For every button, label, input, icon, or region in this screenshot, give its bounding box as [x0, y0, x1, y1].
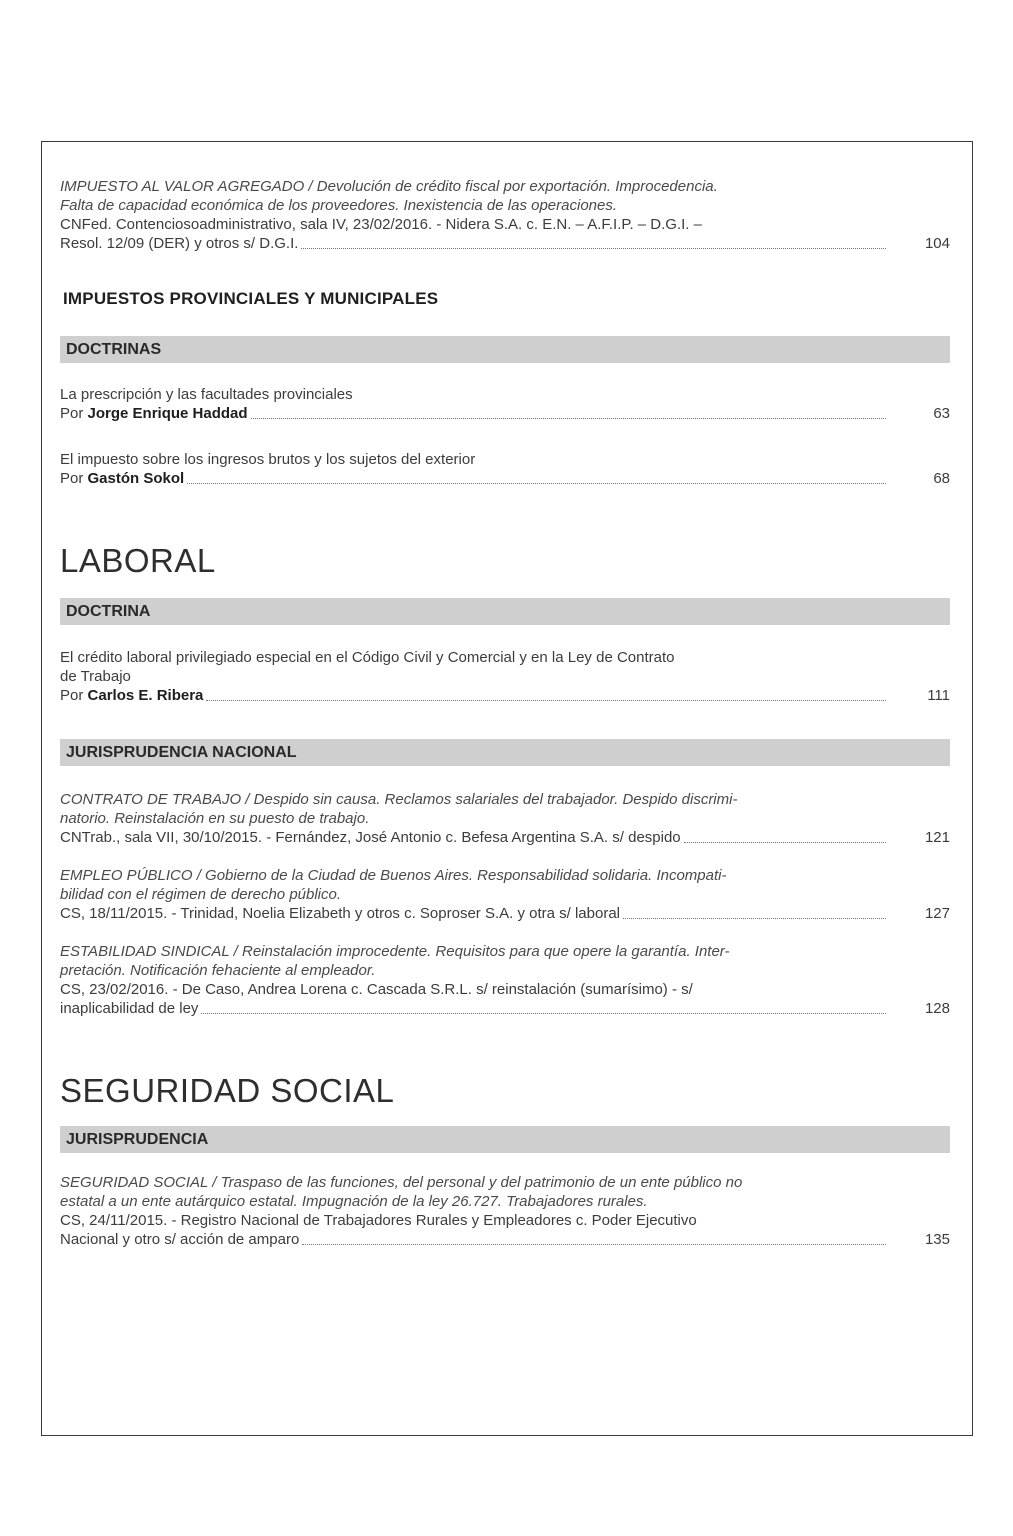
section-heading-impuestos-provinciales: IMPUESTOS PROVINCIALES Y MUNICIPALES [63, 289, 439, 308]
toc-entry-contrato-trabajo [60, 790, 950, 847]
band-doctrinas: DOCTRINAS [60, 336, 950, 363]
entry-title: La prescripción y las facultades provinciales [60, 386, 353, 403]
entry-citation-line-2: Nacional y otro s/ acción de amparo [60, 1231, 300, 1248]
entry-author-leader [60, 686, 950, 705]
page-number: 128 [924, 1000, 950, 1017]
page-number: 127 [924, 905, 950, 922]
dot-leader [684, 842, 886, 843]
author-name: Gastón Sokol [87, 470, 185, 487]
entry-summary-line-1: / Traspaso de las funciones, del personal y del patrimonio de un ente público no [208, 1174, 743, 1191]
band-doctrina: DOCTRINA [60, 598, 950, 625]
page-number: 104 [924, 235, 950, 252]
entry-title-line-1: El crédito laboral privilegiado especial en el Código Civil y Comercial y en la Ley de Contrato [60, 649, 675, 666]
toc-entry-estabilidad-sindical [60, 942, 950, 1018]
dot-leader [206, 700, 886, 701]
entry-citation-leader [60, 828, 950, 847]
section-title-seguridad-social: SEGURIDAD SOCIAL [60, 1072, 395, 1109]
entry-citation-leader [60, 234, 950, 253]
entry-citation-line-2: Resol. 12/09 (DER) y otros s/ D.G.I. [60, 235, 299, 252]
page-number: 63 [933, 405, 950, 422]
entry-topic: CONTRATO DE TRABAJO [60, 791, 242, 808]
entry-topic: ESTABILIDAD SINDICAL [60, 943, 230, 960]
toc-entry-seguridad-social [60, 1173, 950, 1249]
entry-summary [60, 177, 950, 196]
entry-author-leader [60, 469, 950, 488]
toc-entry-doctrina-1 [60, 385, 950, 423]
entry-summary-line-2: Falta de capacidad económica de los proveedores. Inexistencia de las operaciones. [60, 197, 618, 214]
entry-citation-line-1: CS, 23/02/2016. - De Caso, Andrea Lorena c. Cascada S.R.L. s/ reinstalación (sumarísimo) - s/ [60, 981, 693, 998]
toc-entry-empleo-publico [60, 866, 950, 923]
entry-title: El impuesto sobre los ingresos brutos y los sujetos del exterior [60, 451, 476, 468]
section-title-laboral: LABORAL [60, 542, 216, 579]
entry-citation-line-1: CNFed. Contenciosoadministrativo, sala IV, 23/02/2016. - Nidera S.A. c. E.N. – A.F.I.P. – D.G.I. – [60, 216, 702, 233]
dot-leader [187, 483, 886, 484]
page-number: 68 [933, 470, 950, 487]
dot-leader [251, 418, 886, 419]
band-jurisprudencia: JURISPRUDENCIA [60, 1126, 950, 1153]
entry-summary-line-1: / Gobierno de la Ciudad de Buenos Aires. Responsabilidad solidaria. Incompati- [192, 867, 727, 884]
entry-citation-line-1: CS, 24/11/2015. - Registro Nacional de Trabajadores Rurales y Empleadores c. Poder Ejecutivo [60, 1212, 697, 1229]
toc-entry-laboral-doctrina [60, 648, 950, 705]
entry-author-leader [60, 404, 950, 423]
entry-topic: SEGURIDAD SOCIAL [60, 1174, 209, 1191]
dot-leader [302, 1244, 886, 1245]
author-name: Jorge Enrique Haddad [87, 405, 248, 422]
page-number: 111 [927, 687, 950, 704]
page-number: 135 [924, 1231, 950, 1248]
entry-title-line-2: de Trabajo [60, 668, 131, 685]
entry-citation-leader [60, 999, 950, 1018]
entry-summary-line-1: / Despido sin causa. Reclamos salariales del trabajador. Despido discrimi- [241, 791, 738, 808]
band-jurisprudencia-nacional: JURISPRUDENCIA NACIONAL [60, 739, 950, 766]
dot-leader [201, 1013, 886, 1014]
por-label: Por [60, 470, 88, 487]
toc-entry-doctrina-2 [60, 450, 950, 488]
por-label: Por [60, 405, 88, 422]
entry-citation-leader [60, 1230, 950, 1249]
entry-topic: EMPLEO PÚBLICO [60, 867, 193, 884]
entry-citation: CNTrab., sala VII, 30/10/2015. - Fernández, José Antonio c. Befesa Argentina S.A. s/ despido [60, 829, 681, 846]
entry-summary-line-2: bilidad con el régimen de derecho público. [60, 886, 342, 903]
entry-citation-line-2: inaplicabilidad de ley [60, 1000, 199, 1017]
entry-summary-line-2: natorio. Reinstalación en su puesto de trabajo. [60, 810, 370, 827]
entry-topic: IMPUESTO AL VALOR AGREGADO [60, 178, 305, 195]
toc-entry-iva [60, 177, 950, 253]
entry-citation: CS, 18/11/2015. - Trinidad, Noelia Elizabeth y otros c. Soproser S.A. y otra s/ laboral [60, 905, 621, 922]
por-label: Por [60, 687, 88, 704]
entry-citation-leader [60, 904, 950, 923]
entry-summary-line-2: pretación. Notificación fehaciente al empleador. [60, 962, 376, 979]
author-name: Carlos E. Ribera [87, 687, 204, 704]
table-of-contents [60, 175, 950, 1249]
entry-summary-line-2: estatal a un ente autárquico estatal. Impugnación de la ley 26.727. Trabajadores rurales. [60, 1193, 648, 1210]
page-number: 121 [924, 829, 950, 846]
entry-summary-line-1: / Devolución de crédito fiscal por exportación. Improcedencia. [304, 178, 718, 195]
dot-leader [623, 918, 886, 919]
dot-leader [301, 248, 886, 249]
entry-summary-line-1: / Reinstalación improcedente. Requisitos para que opere la garantía. Inter- [229, 943, 730, 960]
